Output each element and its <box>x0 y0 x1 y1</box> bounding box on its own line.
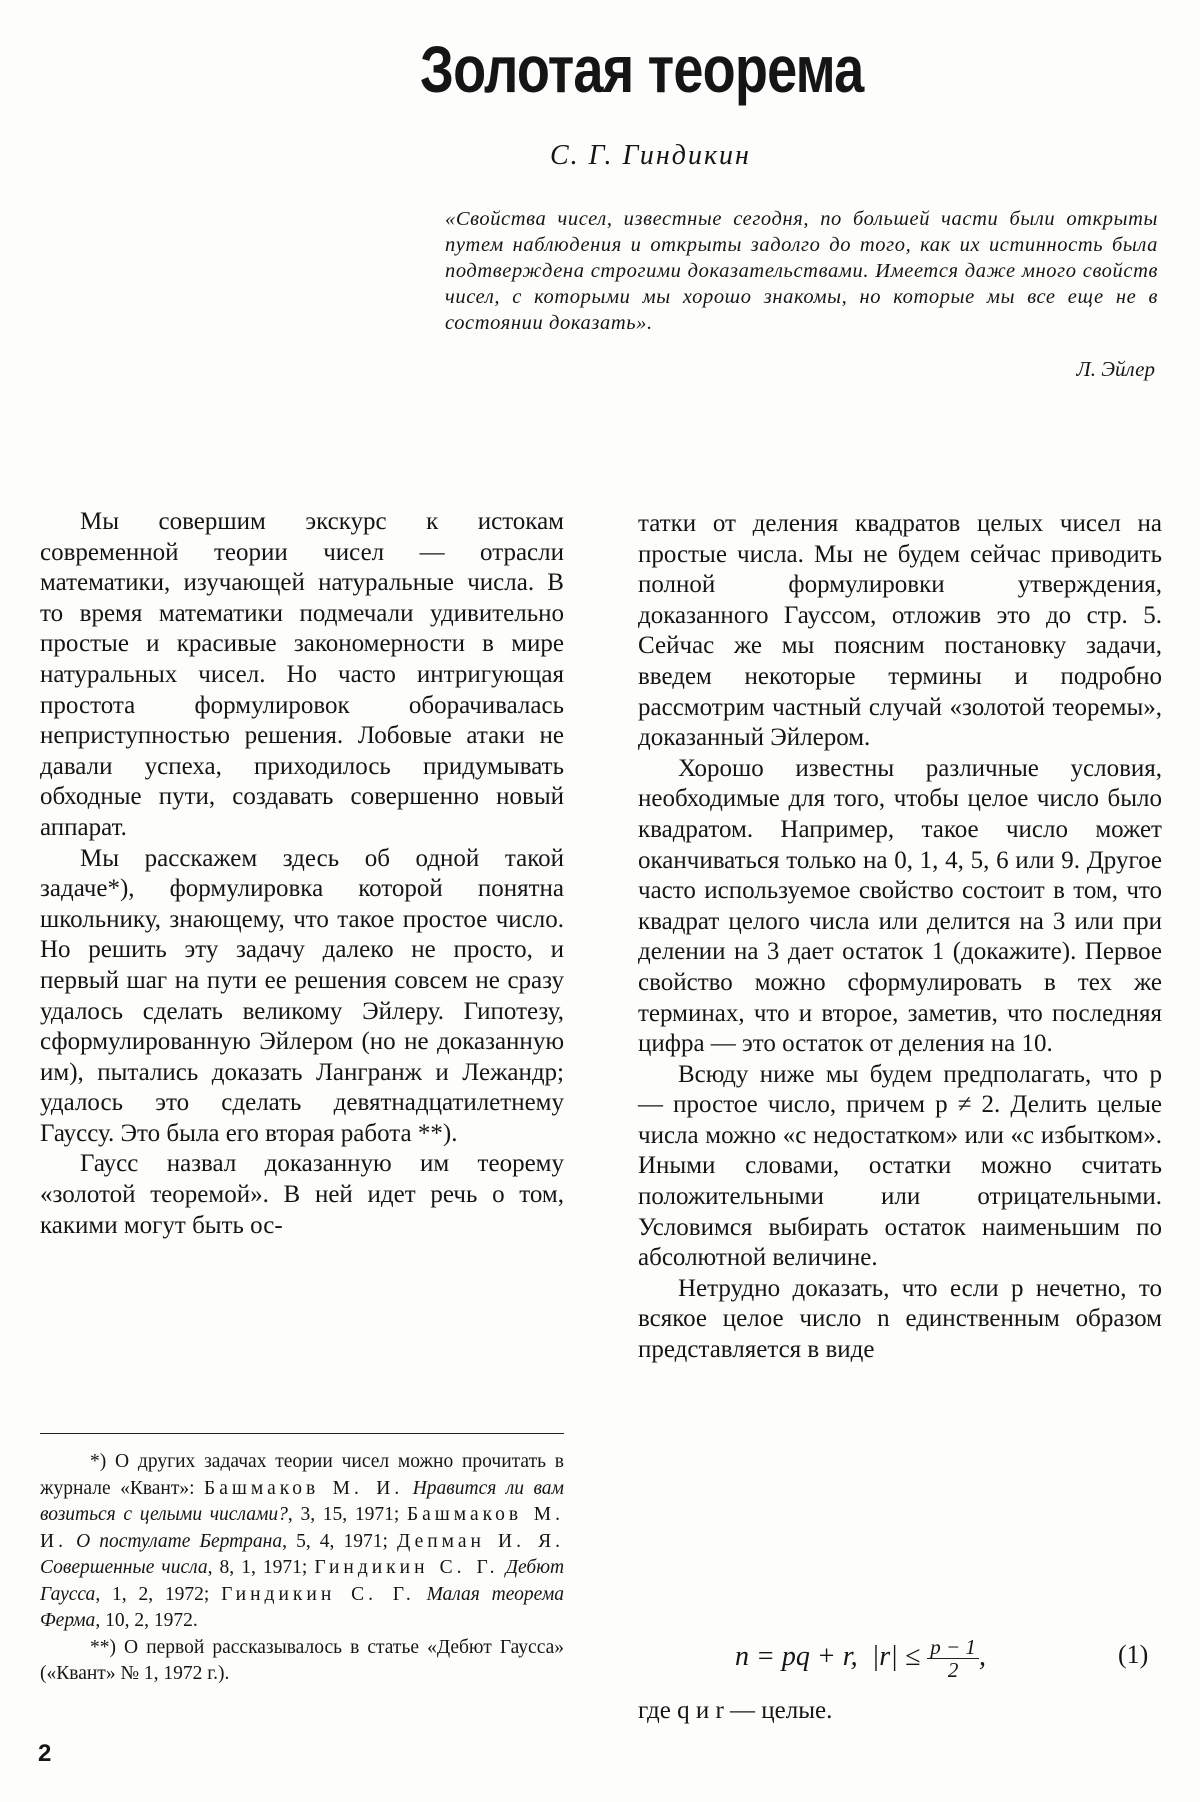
paragraph: Мы расскажем здесь об одной такой задаче*), формулировка которой понятна школьнику, знающему, что такое простое число. Но решить эту задачу далеко не просто, и первый шаг на пути ее решения совсем не сразу удалось сделать великому Эйлеру. Гипотезу, сформулированную Эйлером (но не доказанную им), пытались доказать Лангранж и Лежандр; удалось это сделать девятнадцатилетнему Гауссу. Это была его вторая работа **). <box>40 844 564 1147</box>
footnote-author: Башмаков М. И. <box>40 1504 565 1552</box>
fraction-numerator: p − 1 <box>927 1636 979 1659</box>
footnote-article: Малая теорема Ферма <box>40 1583 565 1631</box>
footnote-article: Дебют Гаусса <box>40 1557 565 1605</box>
footnote-article: Совершенные числа <box>40 1557 208 1578</box>
equation-trail: , <box>978 1640 986 1672</box>
page-number: 2 <box>38 1740 52 1767</box>
paragraph: Хорошо известны различные условия, необходимые для того, чтобы целое число было квадратом. Например, такое число может оканчиваться только на 0, 1, 4, 5, 6 или 9. Другое часто используемое свойство состоит в том, что квадрат целого числа или делится на 3 или при делении на 3 дает остаток 1 (докажите). Первое свойство можно сформулировать в тех же терминах, что и второе, заметив, что последняя цифра — это остаток от деления на 10. <box>638 754 1162 1058</box>
footnote-author: Депман И. Я. <box>397 1530 564 1552</box>
equation-fraction <box>927 1636 979 1681</box>
footnote-issue: , 10, 2, 1972. <box>95 1610 198 1631</box>
footnote-article: О постулате Бертрана <box>76 1530 283 1552</box>
epigraph-author: Л. Эйлер <box>1076 357 1155 381</box>
footnote-article: Нравится ли вам возиться с целыми числами? <box>40 1477 564 1525</box>
equation-lhs: n = pq + r, <box>735 1640 858 1672</box>
article-author: С. Г. Гиндикин <box>550 140 751 171</box>
footnote-issue: , 3, 15, 1971; <box>287 1504 407 1525</box>
paragraph: Мы совершим экскурс к истокам современной теории чисел — отрасли математики, изучающей натуральные числа. В то время математики подмечали удивительно простые и красивые закономерности в мире натуральных чисел. Но часто интригующая простота формулировок оборачивалась неприступностью решения. Лобовые атаки не давали успеха, приходилось придумывать обходные пути, создавать совершенно новый аппарат. <box>40 508 564 841</box>
footnote-issue: , 5, 4, 1971; <box>282 1530 398 1552</box>
paragraph: татки от деления квадратов целых чисел на простые числа. Мы не будем сейчас приводить полной формулировки утверждения, доказанного Гауссом, отложив это до стр. 5. Сейчас же мы поясним постановку задачи, введем некоторые термины и подробно рассмотрим частный случай «золотой теоремы», доказанный Эйлером. <box>638 510 1162 752</box>
footnote-divider <box>40 1433 564 1434</box>
footnote-author: Башмаков М. И. <box>204 1477 404 1499</box>
footnote-text: *) О других задачах теории чисел можно прочитать в журнале «Квант»: <box>40 1451 564 1499</box>
fraction-denominator: 2 <box>947 1658 959 1682</box>
footnote-1 <box>40 1449 564 1635</box>
equation-1 <box>735 1636 986 1681</box>
epigraph-quote: «Свойства чисел, известные сегодня, по большей части были открыты путем наблюдения и открыты задолго до того, как их истинность была подтверждена строгими доказательствами. Имеется даже много свойств чисел, с которыми мы хорошо знакомы, но которые мы все еще не в состоянии доказать». <box>445 208 1158 334</box>
equation-number: (1) <box>1118 1640 1149 1669</box>
left-column <box>40 507 564 1241</box>
footnote-issue: , 8, 1, 1971; <box>207 1557 315 1578</box>
equation-condition: |r| ≤ <box>871 1640 921 1672</box>
paragraph: Гаусс назвал доказанную им теорему «золотой теоремой». В ней идет речь о том, какими могут быть ос- <box>40 1150 564 1239</box>
right-column <box>638 509 1162 1366</box>
footnote-author: Гиндикин С. Г. <box>314 1557 499 1578</box>
paragraph: Всюду ниже мы будем предполагать, что p — простое число, причем p ≠ 2. Делить целые числа можно «с недостатком» или «с избытком». Иными словами, остатки можно считать положительными или отрицательными. Условимся выбирать остаток наименьшим по абсолютной величине. <box>638 1060 1162 1272</box>
article-title: Золотая теорема <box>420 32 864 106</box>
footnote-issue: , 1, 2, 1972; <box>95 1583 222 1605</box>
footnote-2: **) О первой рассказывалось в статье «Дебют Гаусса» («Квант» № 1, 1972 г.). <box>40 1636 564 1684</box>
footnotes <box>40 1449 564 1688</box>
paragraph-after-equation: где q и r — целые. <box>638 1697 833 1724</box>
paragraph: Нетрудно доказать, что если p нечетно, то всякое целое число n единственным образом представляется в виде <box>638 1274 1162 1364</box>
footnote-author: Гиндикин С. Г. <box>221 1583 415 1605</box>
